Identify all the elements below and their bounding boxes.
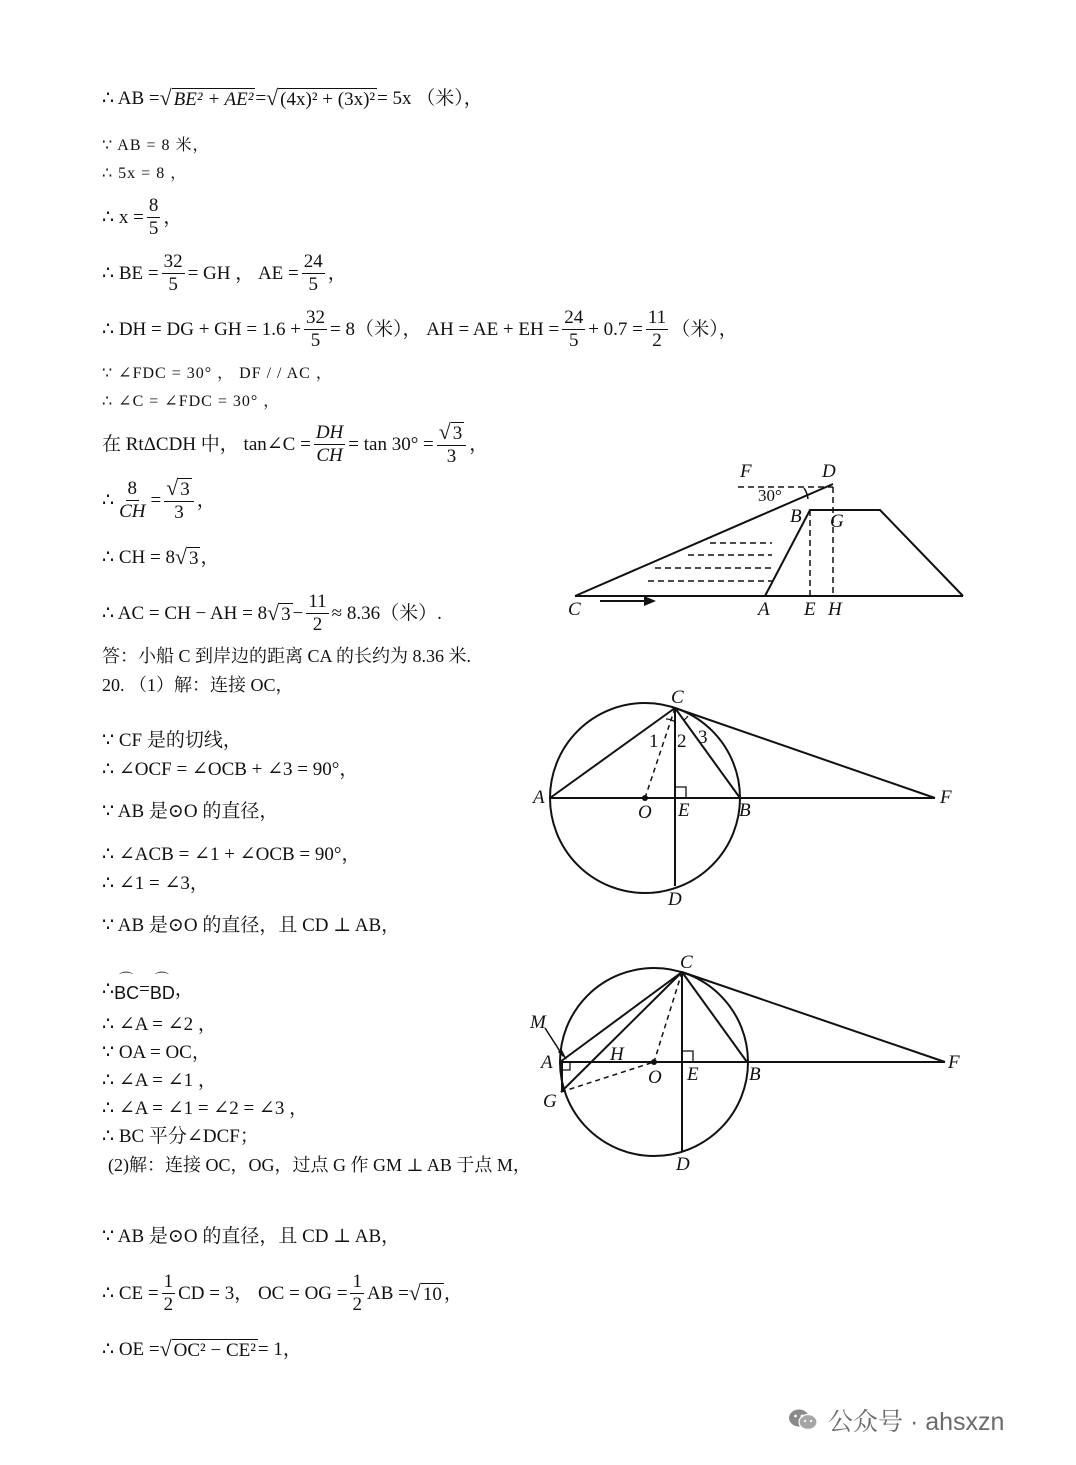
numerator: 8 bbox=[148, 195, 159, 216]
text: = 8（米）， AH = AE + EH = bbox=[330, 318, 560, 340]
solution-line: (2)解：连接 OC，OG，过点 G 作 GM ⊥ AB 于点 M， bbox=[108, 1155, 531, 1175]
solution-line: ∴ ∠1 = ∠3， bbox=[102, 873, 209, 894]
sqrt-expression: √ OC² − CE² bbox=[159, 1337, 256, 1361]
text: = 1， bbox=[257, 1339, 302, 1361]
denominator: CH bbox=[119, 500, 146, 522]
fraction bbox=[162, 1272, 176, 1315]
radicand: 10 bbox=[422, 1283, 442, 1305]
text: − bbox=[292, 602, 304, 624]
solution-line: ∵ OA = OC， bbox=[102, 1042, 211, 1063]
text: ， bbox=[469, 433, 489, 455]
solution-line: ∴ BC 平分∠DCF； bbox=[102, 1126, 259, 1147]
text: = tan 30° = bbox=[348, 433, 434, 455]
radicand: OC² − CE² bbox=[173, 1340, 256, 1361]
radicand: BE² + AE² bbox=[173, 89, 254, 110]
text: ， bbox=[200, 547, 220, 569]
solution-line: ∴ ∠C = ∠FDC = 30° ， bbox=[102, 393, 281, 410]
answer-line: 答：小船 C 到岸边的距离 CA 的长约为 8.36 米. bbox=[102, 646, 472, 666]
text: = GH ， AE = bbox=[187, 262, 299, 284]
label-e: E bbox=[804, 599, 816, 620]
denominator: CH bbox=[316, 444, 343, 466]
fraction bbox=[117, 479, 147, 522]
fraction bbox=[562, 308, 585, 351]
radicand: 3 bbox=[452, 423, 463, 444]
text: ∴ BE = bbox=[102, 262, 159, 284]
solution-line: ∵ AB = 8 米， bbox=[102, 137, 210, 154]
solution-line: ∵ CF 是的切线， bbox=[102, 730, 242, 751]
label-c: C bbox=[671, 687, 684, 708]
text: ∴ bbox=[102, 978, 115, 1000]
radicand: 3 bbox=[188, 548, 199, 569]
sqrt-expression: √ (4x)² + (3x)² bbox=[266, 86, 376, 110]
arc-label: BD bbox=[149, 983, 175, 1003]
text: = 5x （米）， bbox=[377, 88, 483, 110]
radicand: (4x)² + (3x)² bbox=[280, 89, 376, 110]
label-h: H bbox=[828, 599, 842, 620]
numerator: 24 bbox=[303, 251, 323, 272]
text: ≈ 8.36（米）. bbox=[331, 602, 442, 624]
sqrt-expression: √ 10 bbox=[408, 1280, 442, 1305]
angle-1-label: 1 bbox=[649, 731, 659, 752]
solution-line: ∴ ∠OCF = ∠OCB + ∠3 = 90°， bbox=[102, 759, 359, 780]
denominator: 3 bbox=[446, 445, 457, 467]
label-a: A bbox=[758, 599, 770, 620]
label-e: E bbox=[687, 1064, 699, 1085]
numerator: 11 bbox=[647, 307, 667, 328]
text: ∴ DH = DG + GH = 1.6 + bbox=[102, 318, 302, 340]
text: ， bbox=[163, 206, 183, 228]
denominator: 2 bbox=[163, 1293, 174, 1315]
denominator: 5 bbox=[148, 217, 159, 239]
center-point bbox=[642, 795, 648, 801]
text: ∴ CH = 8 bbox=[102, 547, 175, 569]
wechat-icon bbox=[788, 1407, 818, 1433]
fraction bbox=[304, 308, 327, 351]
text: ， bbox=[174, 978, 194, 1000]
solution-line bbox=[102, 88, 483, 110]
solution-line: ∴ 5x = 8 ， bbox=[102, 165, 188, 182]
text: = bbox=[255, 88, 267, 110]
arc-mark-icon: ⌒ bbox=[119, 971, 134, 987]
circle-tangent-diagram bbox=[525, 685, 970, 910]
denominator: 2 bbox=[652, 329, 662, 351]
radius-oc bbox=[645, 708, 675, 798]
label-c: C bbox=[568, 599, 581, 620]
chord-ca bbox=[550, 708, 675, 798]
label-b: B bbox=[749, 1064, 761, 1085]
numerator: 24 bbox=[564, 307, 584, 328]
fraction bbox=[646, 308, 668, 351]
angle-arc bbox=[684, 716, 688, 720]
right-angle-mark bbox=[682, 1051, 693, 1062]
label-d: D bbox=[668, 889, 682, 910]
solution-line bbox=[102, 592, 442, 635]
text: AB = bbox=[366, 1282, 409, 1304]
question-heading: 20. （1）解：连接 OC， bbox=[102, 675, 294, 695]
right-angle-mark bbox=[675, 787, 686, 798]
denominator: 5 bbox=[568, 329, 579, 351]
numerator: DH bbox=[315, 422, 344, 443]
tangent-cf bbox=[675, 708, 935, 798]
label-g: G bbox=[543, 1091, 557, 1112]
arc-bc bbox=[114, 971, 140, 1003]
text: ， bbox=[196, 489, 216, 511]
denominator: 2 bbox=[312, 613, 323, 635]
label-b: B bbox=[739, 800, 751, 821]
text: CD = 3， OC = OG = bbox=[178, 1282, 348, 1304]
angle-3-label: 3 bbox=[698, 727, 708, 748]
fraction bbox=[164, 478, 194, 523]
right-angle-mark bbox=[562, 1062, 570, 1070]
center-point bbox=[651, 1059, 657, 1065]
fraction bbox=[350, 1272, 364, 1315]
solution-line: ∴ ∠A = ∠1 ， bbox=[102, 1070, 217, 1091]
solution-line bbox=[102, 1339, 302, 1361]
angle-2-label: 2 bbox=[677, 731, 687, 752]
arrow-head-icon bbox=[644, 596, 656, 606]
denominator: 2 bbox=[352, 1293, 362, 1315]
text: + 0.7 = bbox=[588, 318, 643, 340]
solution-line bbox=[102, 1272, 463, 1315]
sqrt-expression: √ 3 bbox=[174, 545, 199, 569]
fraction bbox=[314, 423, 345, 466]
solution-line: ∴ ∠A = ∠2 ， bbox=[102, 1014, 217, 1035]
label-e: E bbox=[678, 800, 690, 821]
text: ∴ OE = bbox=[102, 1339, 160, 1361]
label-d: D bbox=[822, 461, 836, 482]
text: = bbox=[139, 978, 150, 1000]
text: ∴ AB = bbox=[102, 88, 160, 110]
numerator: 11 bbox=[308, 591, 327, 612]
solution-line: ∵ AB 是⊙O 的直径，且 CD ⊥ AB， bbox=[102, 1226, 401, 1247]
solution-line bbox=[102, 971, 194, 1003]
arc-bd bbox=[149, 971, 175, 1003]
arc-mark-icon: ⌒ bbox=[154, 971, 169, 987]
denominator: 5 bbox=[310, 329, 321, 351]
text: 在 RtΔCDH 中， tan∠C = bbox=[102, 433, 311, 455]
label-o: O bbox=[638, 802, 652, 823]
fraction bbox=[437, 422, 467, 467]
text: = bbox=[150, 489, 162, 511]
denominator: 5 bbox=[308, 273, 318, 295]
solution-line: ∵ ∠FDC = 30° ， DF / / AC ， bbox=[102, 365, 333, 382]
text: （米）， bbox=[671, 318, 738, 340]
arc-label: BC bbox=[114, 983, 140, 1003]
text: ∴ CE = bbox=[102, 1282, 159, 1304]
fraction bbox=[162, 252, 185, 295]
fraction bbox=[147, 196, 161, 239]
solution-line bbox=[102, 308, 738, 351]
solution-line: ∵ AB 是⊙O 的直径， bbox=[102, 801, 279, 822]
denominator: 5 bbox=[168, 273, 178, 295]
chord-cb bbox=[675, 708, 740, 798]
radicand: 3 bbox=[180, 479, 190, 500]
text: ∴ AC = CH − AH = 8 bbox=[102, 602, 268, 624]
solution-line bbox=[102, 547, 219, 569]
label-b: B bbox=[790, 506, 802, 527]
sqrt-expression: √ 3 bbox=[166, 476, 190, 500]
label-f: F bbox=[740, 461, 752, 482]
text: ， bbox=[327, 262, 347, 284]
sqrt-expression: √ 3 bbox=[267, 600, 291, 625]
text: ∴ x = bbox=[102, 206, 144, 228]
denominator: 3 bbox=[174, 501, 184, 523]
chord-cg bbox=[561, 972, 682, 1092]
label-d: D bbox=[676, 1154, 690, 1175]
numerator: 8 bbox=[127, 478, 138, 499]
label-f: F bbox=[940, 787, 952, 808]
label-f: F bbox=[948, 1052, 960, 1073]
solution-line bbox=[102, 196, 182, 239]
label-g: G bbox=[830, 511, 844, 532]
numerator: 32 bbox=[306, 307, 326, 328]
solution-line bbox=[102, 252, 347, 295]
numerator: 1 bbox=[163, 1271, 174, 1292]
fraction bbox=[302, 252, 325, 295]
watermark-text: 公众号 · ahsxzn bbox=[828, 1408, 1005, 1436]
circle-chord-diagram bbox=[525, 948, 970, 1178]
label-a: A bbox=[541, 1052, 553, 1073]
watermark bbox=[788, 1402, 1004, 1438]
angle-label: 30° bbox=[758, 486, 782, 505]
numerator: 1 bbox=[352, 1271, 362, 1292]
solution-line: ∴ ∠A = ∠1 = ∠2 = ∠3 ， bbox=[102, 1098, 309, 1119]
label-o: O bbox=[648, 1067, 662, 1088]
numerator: 32 bbox=[163, 251, 183, 272]
text: ， bbox=[443, 1282, 463, 1304]
sqrt-expression: √ BE² + AE² bbox=[159, 86, 254, 110]
radicand: 3 bbox=[281, 603, 291, 625]
slope-diagram bbox=[560, 455, 980, 625]
solution-line bbox=[102, 478, 216, 523]
tangent-cf bbox=[682, 972, 945, 1062]
label-m: M bbox=[530, 1012, 546, 1033]
sqrt-expression: √ 3 bbox=[438, 420, 463, 444]
solution-line: ∴ ∠ACB = ∠1 + ∠OCB = 90°， bbox=[102, 844, 361, 865]
label-c: C bbox=[680, 952, 693, 973]
label-h: H bbox=[610, 1044, 624, 1065]
text: ∴ bbox=[102, 489, 115, 511]
solution-line: ∵ AB 是⊙O 的直径，且 CD ⊥ AB， bbox=[102, 915, 401, 936]
label-a: A bbox=[533, 787, 545, 808]
fraction bbox=[306, 592, 328, 635]
solution-line bbox=[102, 422, 488, 467]
